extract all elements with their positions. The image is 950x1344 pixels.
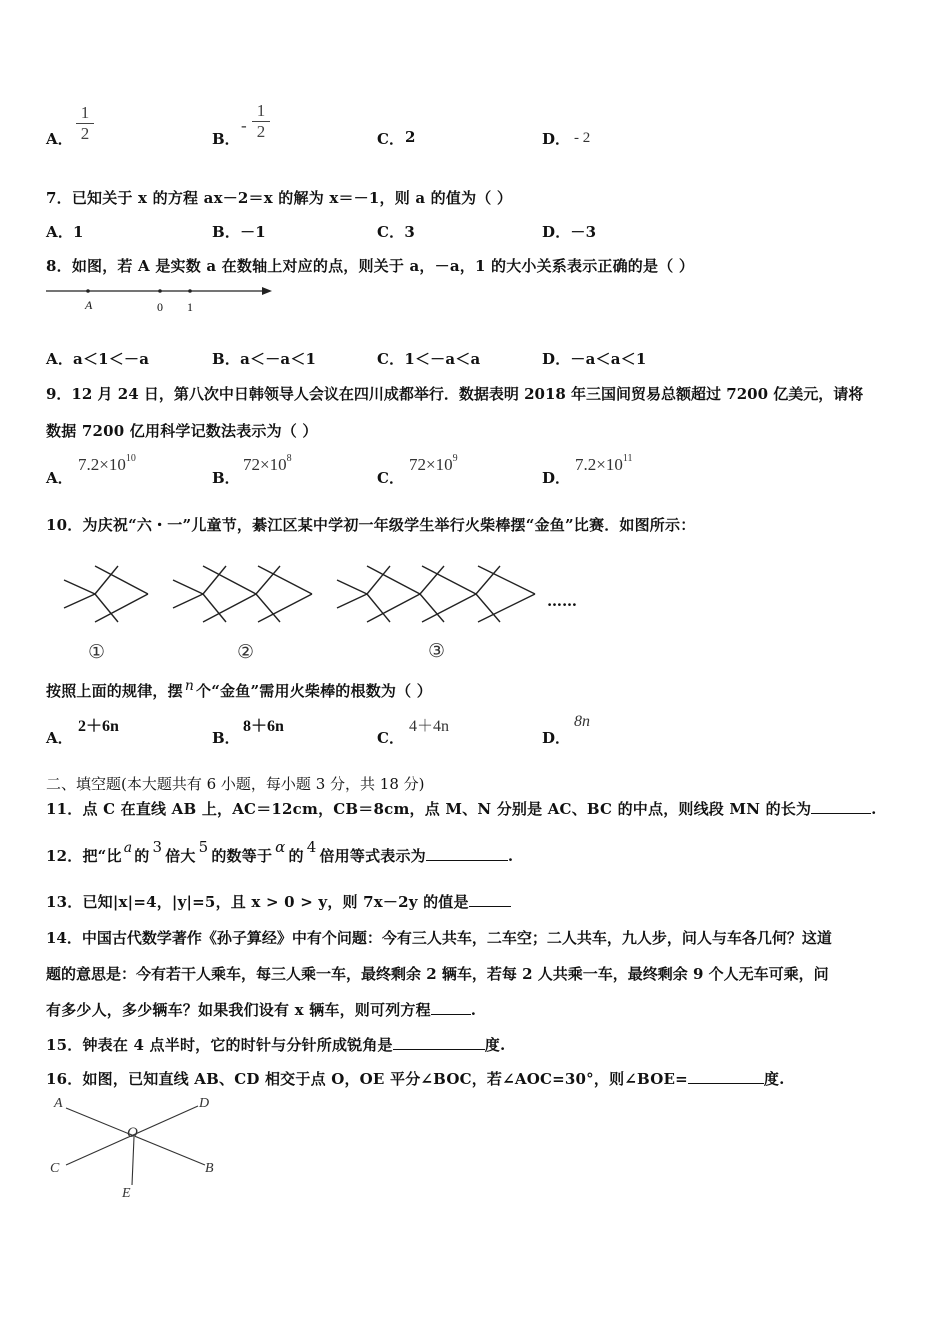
q9-c-exponent: 9 (452, 453, 458, 464)
q6-option-c-label: C． (377, 130, 404, 148)
q7-stem: 7．已知关于 x 的方程 ax－2＝x 的解为 x＝－1，则 a 的值为（ ） (46, 189, 513, 207)
q6-a-numerator: 1 (80, 103, 90, 122)
fish-label-1: ① (88, 641, 106, 663)
q10-option-c-label: C． (377, 729, 404, 747)
q12-part-5: 的 (288, 847, 304, 865)
ray-oe (132, 1137, 134, 1185)
fig-label-e: E (122, 1186, 131, 1201)
q7-option-a: A．1 (46, 223, 84, 241)
q9-stem-line2: 数据 7200 亿用科学记数法表示为（ ） (46, 422, 318, 440)
q9-d-mantissa: 7.2×10 (575, 455, 623, 474)
q9-d-exponent: 11 (622, 453, 633, 464)
q10-option-a-expr: 2＋6n (78, 718, 119, 735)
q16-stem: 16．如图，已知直线 AB、CD 相交于点 O，OE 平分∠BOC，若∠AOC=30°，则∠BOE= (46, 1070, 688, 1088)
q14-line1: 14．中国古代数学著作《孙子算经》中有个问题：今有三人共车，二车空；二人共车，九人步，问人与车各几何？这道 (46, 929, 832, 947)
q6-option-d-label: D． (542, 130, 571, 148)
q6-b-denominator: 2 (256, 122, 266, 141)
q8-option-b: B．a＜－a＜1 (212, 350, 317, 368)
q8-option-c: C．1＜－a＜a (377, 350, 481, 368)
q12-part-4: 的数等于 (211, 847, 273, 865)
q6-option-d-value: - 2 (574, 130, 591, 146)
q10-option-c-expr: 4＋4n (409, 718, 450, 735)
q12-part-6: 倍用等式表示为 (319, 847, 426, 865)
q14-end: . (470, 1001, 477, 1019)
q9-b-mantissa: 72×10 (243, 455, 287, 474)
q6-option-a-label: A． (46, 130, 73, 148)
fig-label-c: C (50, 1161, 60, 1176)
q16-end: 度. (763, 1070, 785, 1088)
fish-label-3: ③ (428, 640, 446, 662)
q8-option-a: A．a＜1＜－a (46, 350, 150, 368)
q12-num-5: 5 (198, 838, 209, 856)
q15-stem: 15．钟表在 4 点半时，它的时针与分针所成锐角是 (46, 1036, 393, 1054)
q10-question-variable: n (184, 678, 195, 694)
section-2-title: 二、填空题(本大题共有 6 小题，每小题 3 分，共 18 分) (46, 775, 425, 793)
q6-option-b-label: B． (212, 130, 240, 148)
q12-var-alpha: α (275, 838, 286, 856)
q9-option-c-label: C． (377, 469, 404, 487)
q9-stem-line1: 9．12 月 24 日，第八次中日韩领导人会议在四川成都举行．数据表明 2018 年三国间贸易总额超过 7200 亿美元，请将 (46, 385, 864, 403)
q7-option-b: B．－1 (212, 223, 266, 241)
q7-option-d: D．－3 (542, 223, 597, 241)
q12-part-2: 的 (134, 847, 150, 865)
q7-option-c: C．3 (377, 223, 415, 241)
q10-option-b-label: B． (212, 729, 240, 747)
q10-question-post: 个“金鱼”需用火柴棒的根数为（ ） (196, 682, 432, 700)
q6-option-b-sign: - (241, 116, 247, 135)
q9-option-b-label: B． (212, 469, 240, 487)
q12-part-3: 倍大 (165, 847, 196, 865)
q9-b-exponent: 8 (286, 453, 292, 464)
q10-option-d-expr: 8n (574, 713, 590, 730)
q14-line3-text: 有多少人，多少辆车？如果我们设有 x 辆车，则可列方程 (46, 1001, 431, 1019)
q10-question-pre: 按照上面的规律，摆 (46, 682, 183, 700)
q11-end: . (871, 800, 877, 818)
axis-label-a: A (85, 298, 93, 312)
fish-label-2: ② (237, 641, 255, 663)
q12-end: . (507, 847, 514, 865)
axis-label-zero: 0 (157, 300, 163, 314)
q10-option-a-label: A． (46, 729, 73, 747)
q10-option-d-label: D． (542, 729, 571, 747)
q15-end: 度. (484, 1036, 506, 1054)
q6-b-numerator: 1 (256, 101, 266, 120)
fig-label-a: A (54, 1096, 63, 1111)
q12-part-1: 12．把“比 (46, 847, 122, 865)
q6-option-c-value: 2 (405, 128, 416, 146)
q10-stem: 10．为庆祝“六・一”儿童节，綦江区某中学初一年级学生举行火柴棒摆“金鱼”比赛．如图所示： (46, 516, 696, 534)
axis-label-one: 1 (187, 300, 193, 314)
q14-line2: 题的意思是：今有若干人乘车，每三人乘一车，最终剩余 2 辆车，若每 2 人共乘一车，最终剩余 9 个人无车可乘，问 (46, 965, 829, 983)
q9-option-d-label: D． (542, 469, 571, 487)
q6-a-denominator: 2 (80, 124, 90, 143)
q12-num-3: 3 (152, 838, 163, 856)
q8-option-d: D．－a＜a＜1 (542, 350, 647, 368)
q9-a-exponent: 10 (125, 453, 136, 464)
q9-c-mantissa: 72×10 (409, 455, 453, 474)
fig-label-o: O (127, 1125, 138, 1141)
q9-option-a-label: A． (46, 469, 73, 487)
q10-ellipsis: …… (547, 592, 577, 610)
q9-a-mantissa: 7.2×10 (78, 455, 126, 474)
q11-stem: 11．点 C 在直线 AB 上，AC＝12cm，CB＝8cm，点 M、N 分别是 AC、BC 的中点，则线段 MN 的长为 (46, 800, 812, 818)
q8-stem: 8．如图，若 A 是实数 a 在数轴上对应的点，则关于 a，－a，1 的大小关系表示正确的是（ ） (46, 257, 695, 275)
q13-stem: 13．已知|x|=4，|y|=5，且 x > 0 > y，则 7x－2y 的值是 (46, 893, 469, 911)
q10-option-b-expr: 8＋6n (243, 718, 284, 735)
fig-label-b: B (205, 1161, 214, 1176)
q12-num-4: 4 (306, 838, 317, 856)
q12-var-a: a (123, 840, 133, 856)
fig-label-d: D (199, 1096, 210, 1111)
